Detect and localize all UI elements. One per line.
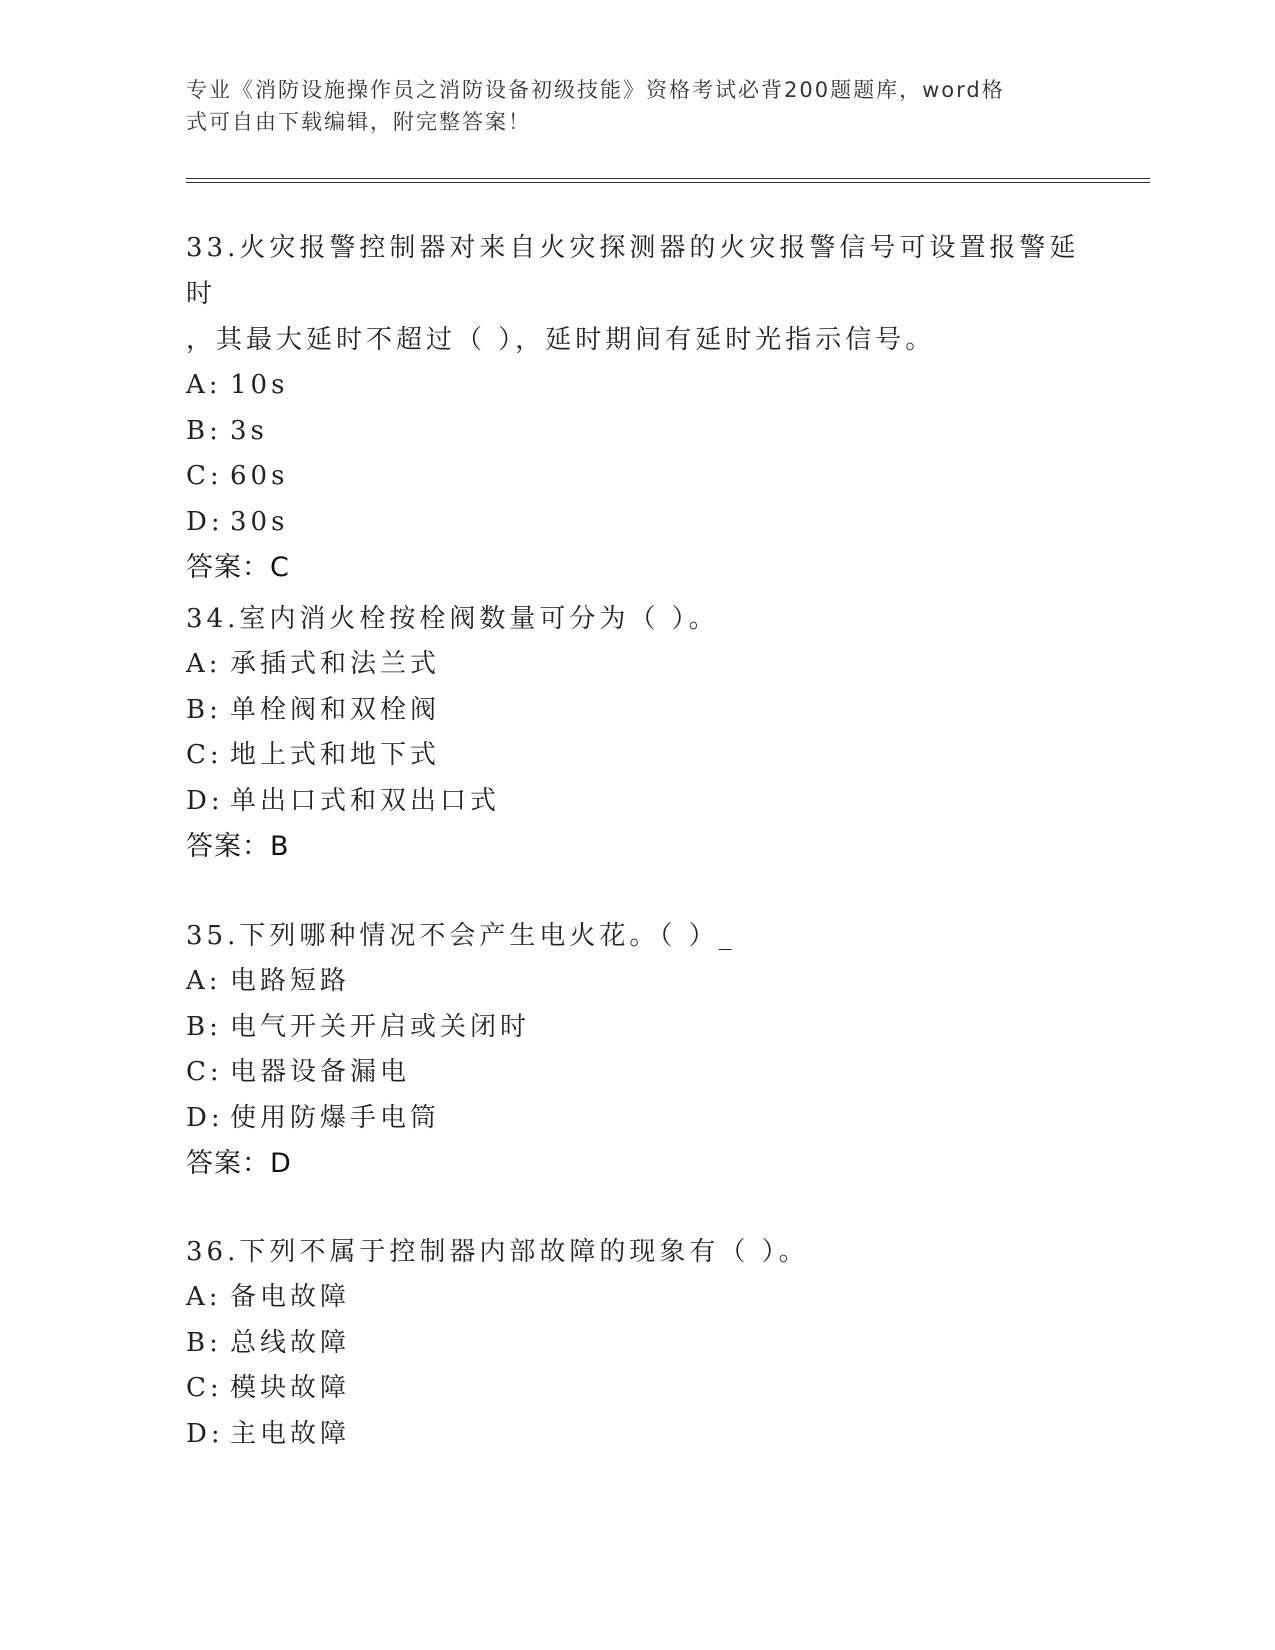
question-36 [186,1229,1086,1457]
option-text: 3s [230,415,268,446]
option-c [186,454,1086,500]
option-key: C: [186,1373,223,1403]
option-text: 地上式和地下式 [230,740,441,770]
option-text: 电路短路 [230,966,351,996]
option-text: 单栓阀和双栓阀 [230,694,441,725]
option-b [186,1005,1086,1051]
option-key: D: [186,785,224,816]
option-text: 30s [230,506,289,537]
option-b [186,688,1086,734]
answer-label: 答案：D [186,1148,292,1179]
answer-label: 答案：B [186,831,290,862]
option-c [186,1366,1086,1412]
option-a [186,363,1086,409]
option-key: A: [186,966,222,996]
question-35 [186,913,1086,1187]
option-d [186,1096,1086,1142]
option-text: 承插式和法兰式 [230,649,441,679]
option-d [186,779,1086,825]
option-a [186,959,1086,1005]
option-b [186,1321,1086,1367]
header-double-rule [186,178,1150,183]
option-text: 电器设备漏电 [230,1057,411,1087]
option-key: D: [186,1418,224,1449]
option-key: C: [186,1057,223,1087]
option-c [186,733,1086,779]
option-key: A: [186,1282,222,1312]
option-d [186,500,1086,546]
option-text: 主电故障 [230,1418,351,1449]
option-key: B: [186,415,222,446]
option-a [186,1275,1086,1321]
option-key: D: [186,506,224,537]
option-text: 10s [230,370,289,400]
option-text: 电气开关开启或关闭时 [230,1011,531,1042]
option-text: 单出口式和双出口式 [230,785,501,816]
question-stem-line-1: 33.火灾报警控制器对来自火灾探测器的火灾报警信号可设置报警延时 [186,233,1080,309]
option-key: D: [186,1102,224,1133]
document-header [186,74,1066,138]
header-line-1: 专业《消防设施操作员之消防设备初级技能》资格考试必背200题题库，word格 [186,78,1005,102]
option-key: B: [186,1327,222,1358]
question-stem-line-1: 35.下列哪种情况不会产生电火花。（ ）_ [186,921,736,951]
option-key: B: [186,694,222,725]
question-33 [186,225,1086,591]
option-key: A: [186,649,222,679]
option-key: A: [186,370,222,400]
option-key: C: [186,461,223,491]
question-stem-line-1: 34.室内消火栓按栓阀数量可分为（ ）。 [186,604,719,634]
header-line-2: 式可自由下载编辑，附完整答案！ [186,110,531,134]
option-text: 60s [230,461,289,491]
option-text: 备电故障 [230,1282,351,1312]
option-text: 使用防爆手电筒 [230,1102,441,1133]
option-d [186,1412,1086,1458]
question-34 [186,596,1086,870]
option-b [186,409,1086,455]
answer-label: 答案：C [186,552,290,583]
option-key: C: [186,740,223,770]
question-stem-line-2: ，其最大延时不超过（ ），延时期间有延时光指示信号。 [186,325,936,355]
option-text: 总线故障 [230,1327,351,1358]
question-stem-line-1: 36.下列不属于控制器内部故障的现象有（ ）。 [186,1237,809,1267]
option-a [186,642,1086,688]
option-text: 模块故障 [230,1373,351,1403]
option-key: B: [186,1011,222,1042]
option-c [186,1050,1086,1096]
